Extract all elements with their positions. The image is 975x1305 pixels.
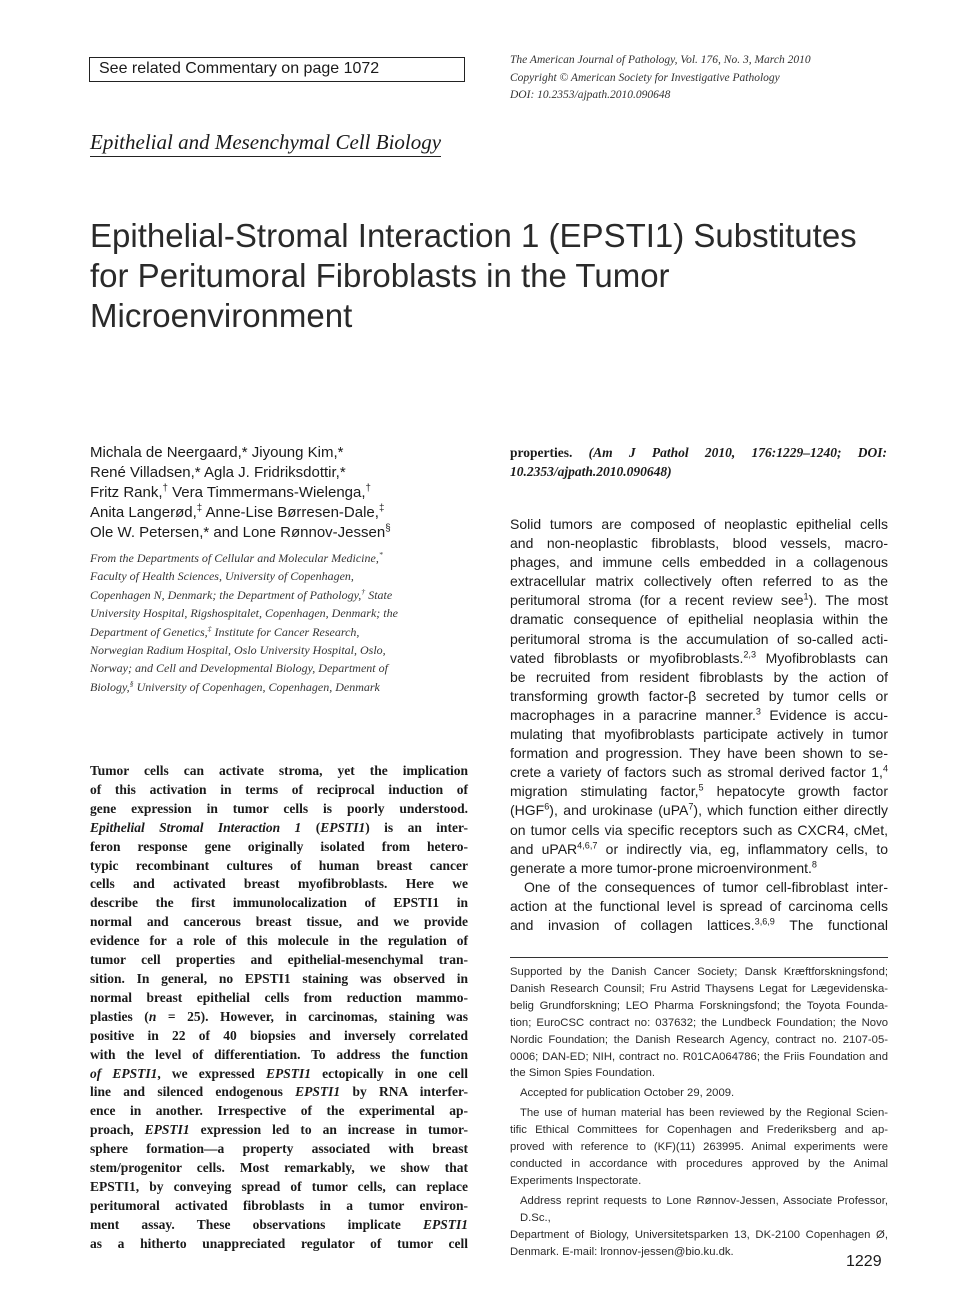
email-line[interactable]: Denmark. E-mail: lronnov-jessen@bio.ku.dk. xyxy=(510,1245,734,1258)
affiliation-text: Institute for Cancer Research, xyxy=(211,624,360,639)
body-text-span: migration stimulating factor, xyxy=(510,783,699,800)
abstract-text: line and silenced endogenous xyxy=(90,1084,296,1100)
abstract-line: stem/progenitor cells. Most remarkably, we show that xyxy=(90,1160,468,1176)
affiliation-line xyxy=(90,604,460,622)
journal-info xyxy=(510,52,910,105)
gene-name: EPSTI1 xyxy=(320,819,366,835)
abstract-text: proach, xyxy=(90,1122,145,1138)
body-line xyxy=(510,801,888,820)
abstract-text: by RNA interfer- xyxy=(340,1084,468,1100)
abstract-line: describe the first immunolocalization of EPSTI1 in xyxy=(90,895,468,911)
reprint-footnote xyxy=(510,1193,888,1261)
body-text-span: ), which function either directly xyxy=(693,802,888,819)
abstract-line: EPSTI1, by conveying spread of tumor cells, can replace xyxy=(90,1178,468,1194)
footnote-line: conducted in accordance with procedures approved by the Animal xyxy=(510,1157,888,1170)
abstract-text: ) is an inter- xyxy=(365,819,468,835)
affiliations xyxy=(90,549,460,696)
reference-mark[interactable]: 4,6,7 xyxy=(577,839,598,850)
reference-mark[interactable]: 7 xyxy=(688,801,694,812)
abstract-line: of this activation in terms of reciprocal induction of xyxy=(90,781,468,797)
footnote-line: Experiments Inspectorate. xyxy=(510,1174,642,1187)
body-line xyxy=(510,706,888,725)
body-text-span: generate a more tumor-prone microenvironment. xyxy=(510,859,812,876)
abstract-line: gene expression in tumor cells is poorly understood. xyxy=(90,800,468,816)
footnote-line: tific Ethical Committees for Copenhagen and Frederiksberg and ap- xyxy=(510,1124,888,1137)
body-line xyxy=(510,782,888,801)
article-title xyxy=(90,216,880,336)
abstract-line: as a hitherto unappreciated regulator of tumor cell xyxy=(90,1235,468,1251)
abstract-line xyxy=(90,1216,468,1235)
affiliation-text: From the Departments of Cellular and Molecular Medicine, xyxy=(90,551,379,565)
body-line: transforming growth factor-β secreted by tumor cells or xyxy=(510,687,888,704)
body-line xyxy=(510,840,888,859)
affiliation-mark: † xyxy=(361,586,366,596)
author-line xyxy=(90,463,470,483)
reference-mark[interactable]: 1 xyxy=(803,591,809,602)
footnote-line: Department of Biology, Universitetsparken 13, DK-2100 Copenhagen Ø, xyxy=(510,1228,888,1241)
author-line xyxy=(90,503,470,523)
abstract-line: ence in another. Irrespective of the experimental ap- xyxy=(90,1103,468,1119)
author: Michala de Neergaard, xyxy=(90,444,242,461)
journal-doi[interactable]: DOI: 10.2353/ajpath.2010.090648 xyxy=(510,89,671,101)
abstract-line: peritumoral activated fibroblasts in a tumor environ- xyxy=(90,1197,468,1213)
abstract-text: ( xyxy=(301,819,321,835)
affiliation-text: Norway; and Cell and Developmental Biology, Department of xyxy=(90,661,388,676)
author-line xyxy=(90,443,470,463)
body-text-span: (HGF xyxy=(510,802,545,819)
reference-mark[interactable]: 3,6,9 xyxy=(754,916,775,927)
reference-mark[interactable]: 6 xyxy=(544,801,550,812)
abstract-text: ment assay. These observations implicate xyxy=(90,1216,423,1232)
title-line: for Peritumoral Fibroblasts in the Tumor xyxy=(90,257,670,294)
title-line: Microenvironment xyxy=(90,297,353,334)
affiliation-mark: ‡ xyxy=(196,503,203,514)
body-line: Solid tumors are composed of neoplastic epithelial cells xyxy=(510,516,888,532)
reference-mark[interactable]: 2,3 xyxy=(743,649,757,659)
body-line xyxy=(510,763,888,782)
footnote-line: belig Grundforskning; LEO Pharma Forskningsfond; the Toyota Founda- xyxy=(510,999,888,1012)
body-line: One of the consequences of tumor cell-fibroblast inter- xyxy=(524,878,888,895)
author: Fritz Rank, xyxy=(90,484,163,501)
funding-footnote xyxy=(510,964,888,1082)
footnote-line: The use of human material has been reviewed by the Regional Scien- xyxy=(520,1107,888,1120)
author-line xyxy=(90,523,470,543)
abstract xyxy=(90,762,468,1254)
body-text-span: ). The most xyxy=(808,592,888,609)
body-line: formation and progression. They have been shown to se- xyxy=(510,745,888,762)
reference-mark[interactable]: 8 xyxy=(811,859,817,870)
affiliation-line xyxy=(90,567,460,585)
journal-copyright: Copyright © American Society for Investigative Pathology xyxy=(510,71,780,84)
footnote-line: Danish Research Counsil; Fru Astrid Thaysens Legat for Lægevidenska- xyxy=(510,982,888,995)
body-line xyxy=(510,859,888,878)
abstract-text: plasties ( xyxy=(90,1008,149,1024)
gene-name: EPSTI1 xyxy=(144,1122,190,1138)
affiliation-line xyxy=(90,641,460,659)
abstract-line: Tumor cells can activate stroma, yet the implication xyxy=(90,763,468,778)
citation: (Am J Pathol 2010, 176:1229–1240; DOI: xyxy=(572,445,887,460)
reference-mark[interactable]: 5 xyxy=(698,782,704,793)
affiliation-mark: § xyxy=(385,523,391,534)
affiliation-text: Copenhagen N, Denmark; the Department of Pathology, xyxy=(90,587,362,602)
body-text-span: peritumoral stroma (for a recent review see xyxy=(510,592,804,609)
affiliation-line xyxy=(90,549,460,567)
affiliation-mark: † xyxy=(365,483,371,494)
abstract-text: expression led to an increase in tumor- xyxy=(189,1122,468,1138)
abstract-line xyxy=(90,1121,468,1140)
author: Agla J. Fridriksdottir, xyxy=(200,464,340,481)
body-text-span: Myofibroblasts can xyxy=(756,649,889,666)
abstract-text: = 25). However, in carcinomas, staining was xyxy=(156,1008,469,1024)
body-line: action at the functional level is spread of carcinoma cells xyxy=(510,897,888,914)
body-text-span: Evidence is accu- xyxy=(760,706,888,723)
abstract-line: evidence for a role of this molecule in the regulation of xyxy=(90,933,468,949)
affiliation-mark: * xyxy=(378,550,383,559)
journal-citation: The American Journal of Pathology, Vol. 176, No. 3, March 2010 xyxy=(510,54,811,66)
gene-name: Epithelial Stromal Interaction 1 xyxy=(90,819,302,835)
body-text-span: hepatocyte growth factor xyxy=(703,783,889,800)
affiliation-mark: * xyxy=(194,464,201,481)
abstract-text: properties. xyxy=(510,445,573,460)
affiliation-line xyxy=(90,678,460,696)
abstract-continuation xyxy=(510,444,887,481)
footnote-line: 0006; DAN-ED; NIH, contract no. R01CA064786; the Friis Foundation and xyxy=(510,1050,888,1063)
author-line xyxy=(90,483,470,503)
affiliation-text: Department of Genetics, xyxy=(90,624,208,639)
affiliation-mark: ‡ xyxy=(207,623,212,633)
affiliation-text: State xyxy=(365,587,393,602)
body-text-span: and invasion of collagen lattices. xyxy=(510,916,755,933)
body-line xyxy=(510,591,888,610)
abstract-line: normal and cancerous breast tissue, and we provide xyxy=(90,914,468,930)
body-text-span: macrophages in a paracrine manner. xyxy=(510,706,756,723)
body-line xyxy=(510,649,888,668)
sample-size-symbol: n xyxy=(148,1008,157,1024)
body-line: peritumoral stroma is the accumulation of so-called acti- xyxy=(510,630,888,647)
body-line: and non-neoplastic fibroblasts, blood vessels, macro- xyxy=(510,535,888,552)
footnote-divider xyxy=(510,957,888,958)
affiliation-mark: † xyxy=(162,483,168,494)
footnote-line: the Simon Spies Foundation. xyxy=(510,1067,656,1080)
affiliation-text: Biology, xyxy=(90,679,130,694)
footnote-line: tion; EuroCSC contract no: 037632; the Lundbeck Foundation; the Novo xyxy=(510,1016,888,1029)
abstract-line: typic recombinant cultures of human breast cancer xyxy=(90,857,468,873)
ethics-footnote xyxy=(510,1105,888,1190)
title-line: Epithelial-Stromal Interaction 1 (EPSTI1) Substitutes xyxy=(90,217,857,254)
author-list xyxy=(90,443,470,543)
body-line xyxy=(510,916,888,935)
reference-mark[interactable]: 3 xyxy=(755,706,761,717)
abstract-text: , we expressed xyxy=(157,1065,266,1081)
author: Ole W. Petersen, xyxy=(90,524,204,541)
author: Anne-Lise Børresen-Dale, xyxy=(202,504,379,521)
footnotes xyxy=(510,964,888,1260)
affiliation-line xyxy=(90,586,460,604)
gene-name: of EPSTI1 xyxy=(90,1065,158,1081)
affiliation-mark: * xyxy=(339,464,346,481)
body-text xyxy=(510,515,888,935)
body-text-span: crete a variety of factors such as stromal derived factor 1, xyxy=(510,764,883,781)
affiliation-text: Norwegian Radium Hospital, Oslo University Hospital, Oslo, xyxy=(90,643,386,658)
abstract-line: tumor cell properties and epithelial-mesenchymal tran- xyxy=(90,952,468,968)
citation-doi[interactable]: 10.2353/ajpath.2010.090648) xyxy=(510,463,672,479)
body-line: dramatic consequence of epithelial neoplasia within the xyxy=(510,611,888,628)
abstract-line: positive in 22 of 40 biopsies and inversely correlated xyxy=(90,1027,468,1043)
gene-name: EPSTI1 xyxy=(422,1216,468,1232)
affiliation-mark: * xyxy=(337,444,344,461)
abstract-line xyxy=(510,444,887,463)
footnote-line: Address reprint requests to Lone Rønnov-Jessen, Associate Professor, D.Sc., xyxy=(520,1194,888,1224)
page-number: 1229 xyxy=(846,1253,882,1270)
abstract-line xyxy=(90,819,468,838)
reference-mark[interactable]: 4 xyxy=(882,763,888,774)
author: Anita Langerød, xyxy=(90,504,197,521)
footnote-line: Supported by the Danish Cancer Society; Dansk Kræftforskningsfond; xyxy=(510,966,888,978)
abstract-line: cells and activated breast myofibroblasts. Here we xyxy=(90,876,468,892)
abstract-line: sphere formation—a property associated with breast xyxy=(90,1141,468,1157)
body-line: mulating that myofibroblasts participate actively in tumor xyxy=(510,726,888,743)
affiliation-text: University Hospital, Rigshospitalet, Copenhagen, Denmark; the xyxy=(90,606,398,621)
author: Jiyoung Kim, xyxy=(247,444,338,461)
body-line: on tumor cells via specific receptors such as CXCR4, cMet, xyxy=(510,821,888,838)
section-heading: Epithelial and Mesenchymal Cell Biology xyxy=(90,130,441,157)
abstract-line: with the level of differentiation. To address the function xyxy=(90,1046,468,1062)
body-text-span: and uPAR xyxy=(510,840,578,857)
author: and Lone Rønnov-Jessen xyxy=(209,524,386,541)
acceptance-footnote: Accepted for publication October 29, 2009. xyxy=(520,1087,735,1100)
gene-name: EPSTI1 xyxy=(295,1084,341,1100)
body-line: phages, and immune cells embedded in a collagenous xyxy=(510,554,888,571)
affiliation-text: Faculty of Health Sciences, University of Copenhagen, xyxy=(90,569,354,584)
body-text-span: or indirectly via, eg, inflammatory cells, to xyxy=(597,840,888,857)
abstract-line xyxy=(90,1065,468,1084)
footnote-line: proved with reference to (KF)(11) 263995. Animal experiments were xyxy=(510,1141,888,1154)
author: Vera Timmermans-Wielenga, xyxy=(167,484,366,501)
affiliation-mark: * xyxy=(241,444,248,461)
abstract-line: normal breast epithelial cells from reduction mammo- xyxy=(90,989,468,1005)
affiliation-mark: ‡ xyxy=(378,503,385,514)
abstract-line: feron response gene originally isolated from hetero- xyxy=(90,838,468,854)
affiliation-text: University of Copenhagen, Copenhagen, Denmark xyxy=(133,679,380,694)
abstract-text: ectopically in one cell xyxy=(310,1065,468,1081)
commentary-link[interactable]: See related Commentary on page 1072 xyxy=(99,60,380,77)
body-text-span: ), and urokinase (uPA xyxy=(549,802,689,819)
body-line: be recruited from resident fibroblasts by the action of xyxy=(510,668,888,685)
affiliation-line xyxy=(90,659,460,677)
abstract-line xyxy=(510,463,887,482)
abstract-line xyxy=(90,1083,468,1102)
affiliation-line xyxy=(90,623,460,641)
body-line: extracellular matrix collectively often referred to as the xyxy=(510,573,888,590)
body-text-span: The functional xyxy=(774,916,888,933)
abstract-line xyxy=(90,1008,468,1027)
affiliation-mark: * xyxy=(203,524,210,541)
affiliation-mark: § xyxy=(129,678,134,688)
footnote-line: Nordic Foundation; the Danish Research Agency, contract no. 2107-05- xyxy=(510,1033,888,1046)
abstract-line: sition. In general, no EPSTI1 staining was observed in xyxy=(90,970,468,986)
author: René Villadsen, xyxy=(90,464,195,481)
gene-name: EPSTI1 xyxy=(265,1065,311,1081)
body-text-span: vated fibroblasts or myofibroblasts. xyxy=(510,649,744,666)
